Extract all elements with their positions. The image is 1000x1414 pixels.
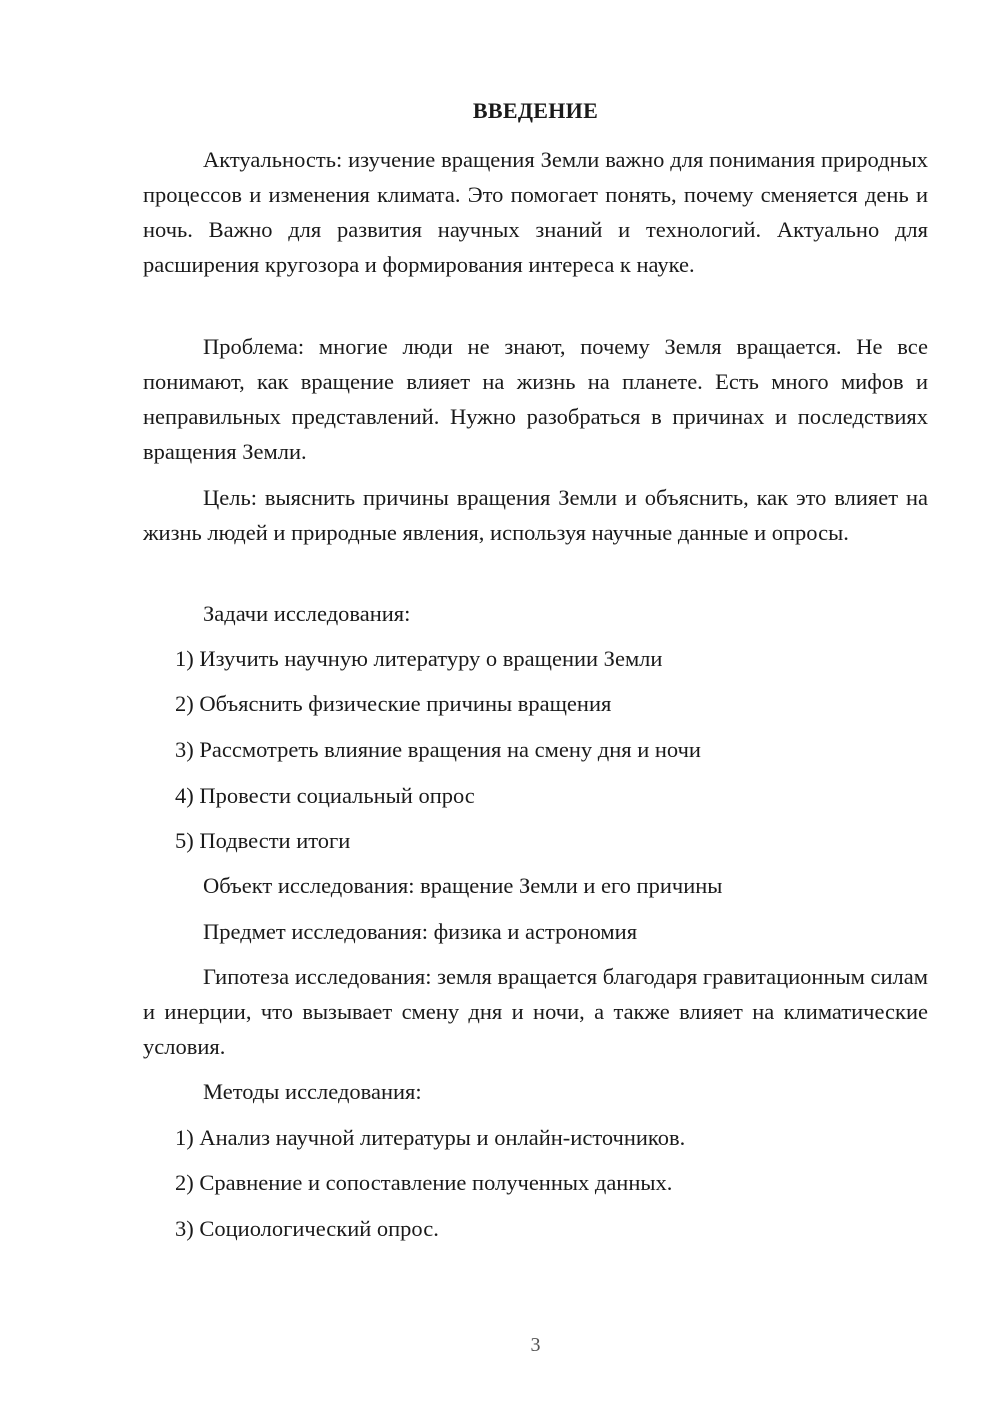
hypothesis-paragraph: Гипотеза исследования: земля вращается благодаря гравитационным силам и инерции, что вызывает смену дня и ночи, а также влияет на климатические условия. — [143, 964, 928, 1059]
task-item-2: 2) Объяснить физические причины вращения — [175, 691, 612, 716]
methods-title: Методы исследования: — [203, 1079, 422, 1104]
object-line: Объект исследования: вращение Земли и его причины — [203, 873, 723, 898]
goal-paragraph: Цель: выяснить причины вращения Земли и объяснить, как это влияет на жизнь людей и природные явления, используя научные данные и опросы. — [143, 485, 928, 545]
task-item-4: 4) Провести социальный опрос — [175, 783, 475, 808]
task-item-5: 5) Подвести итоги — [175, 828, 351, 853]
task-item-1: 1) Изучить научную литературу о вращении Земли — [175, 646, 663, 671]
method-item-1: 1) Анализ научной литературы и онлайн-источников. — [175, 1125, 686, 1150]
subject-line: Предмет исследования: физика и астрономия — [203, 919, 638, 944]
problem-paragraph: Проблема: многие люди не знают, почему Земля вращается. Не все понимают, как вращение влияет на жизнь на планете. Есть много мифов и неправильных представлений. Нужно разобраться в причинах и последствиях вращения Земли. — [143, 334, 928, 464]
page-title: ВВЕДЕНИЕ — [472, 98, 599, 123]
page-number: 3 — [530, 1334, 541, 1356]
task-item-3: 3) Рассмотреть влияние вращения на смену дня и ночи — [175, 737, 701, 762]
document-page — [143, 0, 928, 1414]
method-item-2: 2) Сравнение и сопоставление полученных данных. — [175, 1170, 673, 1195]
relevance-paragraph: Актуальность: изучение вращения Земли важно для понимания природных процессов и изменения климата. Это помогает понять, почему сменяется день и ночь. Важно для развития научных знаний и технологий. Актуально для расширения кругозора и формирования интереса к науке. — [143, 147, 928, 277]
method-item-3: 3) Социологический опрос. — [175, 1216, 439, 1241]
tasks-title: Задачи исследования: — [203, 601, 411, 626]
